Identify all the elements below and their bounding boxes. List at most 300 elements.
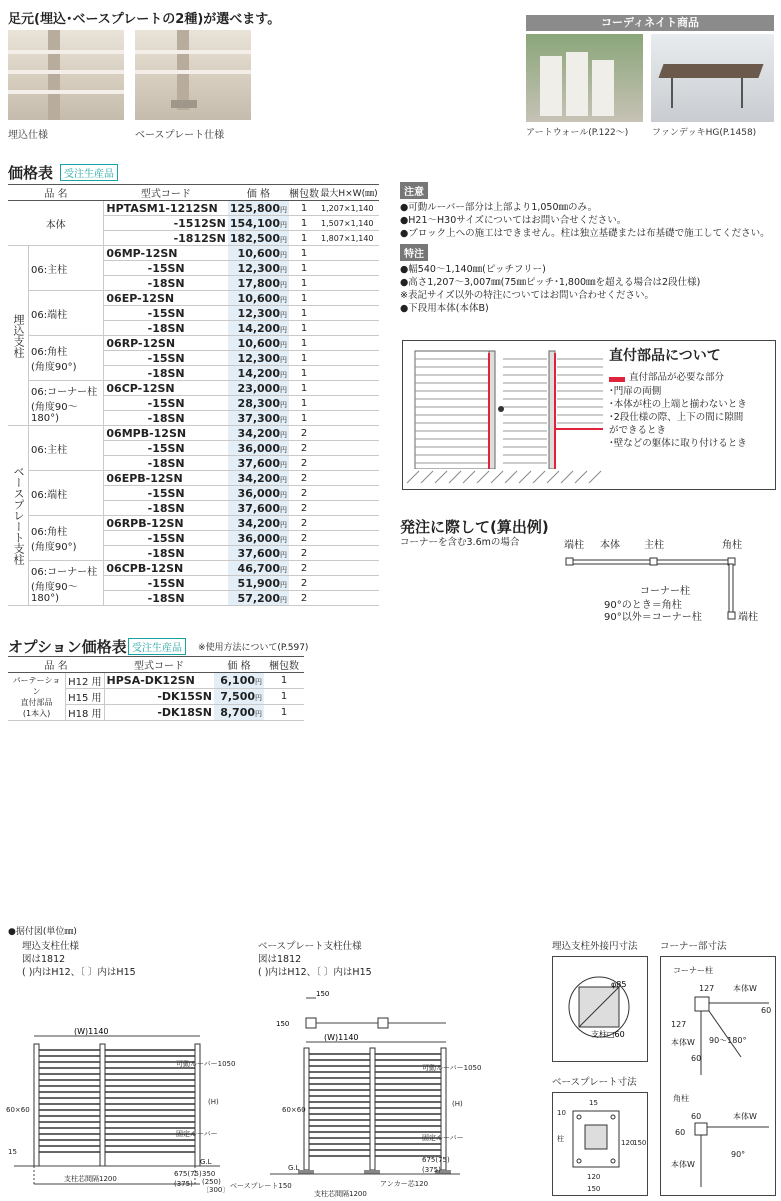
currency-unit: 円 — [280, 565, 287, 574]
left-louver-a: 可動ルーバー1050 — [176, 1060, 236, 1068]
table-row — [8, 516, 379, 531]
size-cell: 1,507×1,140 — [319, 216, 379, 231]
corner-body-2: 本体W — [671, 1038, 695, 1047]
price-value: 51,900 — [237, 576, 280, 590]
currency-unit: 円 — [280, 325, 287, 334]
price-cell — [228, 426, 289, 441]
price-value: 34,200 — [237, 426, 280, 440]
currency-unit: 円 — [280, 415, 287, 424]
size-cell — [319, 411, 379, 426]
code-cell: -18SN — [104, 501, 228, 516]
opt-use: H15 用 — [66, 689, 104, 705]
right-span: 支柱芯間隔1200 — [314, 1190, 367, 1198]
coordinate-heading: コーディネイト商品 — [526, 15, 774, 31]
price-cell — [228, 411, 289, 426]
price-value: 34,200 — [237, 471, 280, 485]
code-cell: -18SN — [104, 456, 228, 471]
order-label-corner-post: 角柱 — [722, 540, 742, 551]
order-diagram — [560, 536, 775, 626]
price-cell — [228, 336, 289, 351]
code-cell: -18SN — [104, 321, 228, 336]
caution-heading: 注意 — [400, 182, 428, 199]
code-cell: -18SN — [104, 546, 228, 561]
size-cell — [319, 396, 379, 411]
col-price: 価 格 — [228, 185, 289, 201]
col-qty: 梱包数 — [289, 185, 319, 201]
currency-unit: 円 — [280, 535, 287, 544]
price-value: 12,300 — [237, 351, 280, 365]
code-cell: -15SN — [104, 351, 228, 366]
price-table-badge: 受注生産品 — [60, 164, 118, 181]
currency-unit: 円 — [255, 678, 262, 686]
right-d375: (375) — [422, 1166, 441, 1174]
price-cell — [228, 321, 289, 336]
option-table-badge: 受注生産品 — [128, 638, 186, 655]
table-row — [8, 471, 379, 486]
order-rule-2: 90°以外＝コーナー柱 — [604, 612, 702, 623]
order-label-main: 主柱 — [644, 540, 664, 551]
price-cell — [228, 561, 289, 576]
sub-name: 06:コーナー柱 (角度90〜180°) — [29, 561, 104, 606]
currency-unit: 円 — [280, 340, 287, 349]
note-line: ●高さ1,207〜3,007㎜(75㎜ピッチ･1,800㎜を超える場合は2段仕様) — [400, 277, 701, 288]
code-cell: -15SN — [104, 531, 228, 546]
bp-d150h: 150 — [587, 1185, 601, 1193]
size-cell — [319, 426, 379, 441]
corner-title: コーナー部寸法 — [660, 941, 727, 952]
price-value: 46,700 — [237, 561, 280, 575]
price-cell — [228, 546, 289, 561]
qty-cell: 2 — [289, 426, 319, 441]
price-value: 14,200 — [237, 321, 280, 335]
currency-unit: 円 — [280, 460, 287, 469]
kaku-label: 角柱 — [673, 1094, 689, 1103]
baseplate-photo — [135, 30, 251, 120]
bp-post: 柱 — [557, 1135, 564, 1143]
price-table-title: 価格表 — [8, 164, 54, 182]
right-drawing-title — [258, 940, 372, 979]
right-gl: G.L — [288, 1164, 300, 1172]
price-value: 12,300 — [237, 306, 280, 320]
price-value: 154,100 — [229, 216, 280, 230]
currency-unit: 円 — [280, 400, 287, 409]
currency-unit: 円 — [255, 694, 262, 702]
currency-unit: 円 — [280, 490, 287, 499]
currency-unit: 円 — [280, 280, 287, 289]
price-value: 37,600 — [237, 501, 280, 515]
price-value: 10,600 — [237, 291, 280, 305]
price-value: 14,200 — [237, 366, 280, 380]
opt-col-price: 価 格 — [214, 657, 264, 673]
price-value: 8,700 — [220, 706, 255, 719]
sub-name: 06:端柱 — [29, 291, 104, 336]
price-cell — [228, 351, 289, 366]
option-table-title: オプション価格表 — [8, 638, 127, 656]
price-cell — [228, 306, 289, 321]
gate-diagram — [407, 347, 603, 483]
currency-unit: 円 — [280, 475, 287, 484]
size-cell — [319, 516, 379, 531]
size-cell — [319, 456, 379, 471]
special-heading: 特注 — [400, 244, 428, 261]
price-cell — [228, 576, 289, 591]
left-d350: 350 — [202, 1170, 216, 1178]
left-louver-b: 固定ルーバー — [176, 1130, 218, 1138]
size-cell — [319, 246, 379, 261]
opt-col-qty: 梱包数 — [264, 657, 304, 673]
embed-circle-box — [552, 956, 648, 1062]
price-value: 57,200 — [237, 591, 280, 605]
price-value: 36,000 — [237, 531, 280, 545]
price-value: 6,100 — [220, 674, 255, 687]
bp-d10: 10 — [557, 1109, 566, 1117]
base-plate-title: ベースプレート寸法 — [552, 1077, 637, 1088]
price-value: 10,600 — [237, 246, 280, 260]
col-name: 品 名 — [8, 185, 104, 201]
currency-unit: 円 — [280, 295, 287, 304]
kaku-body2: 本体W — [671, 1160, 695, 1169]
code-cell: 06MP-12SN — [104, 246, 228, 261]
code-cell: -18SN — [104, 411, 228, 426]
price-value: 125,800 — [229, 201, 280, 215]
price-value: 17,800 — [237, 276, 280, 290]
code-cell: -18SN — [104, 276, 228, 291]
size-cell — [319, 306, 379, 321]
code-cell: 06EP-12SN — [104, 291, 228, 306]
opt-use: H18 用 — [66, 705, 104, 721]
embed-photo-caption: 埋込仕様 — [8, 130, 48, 141]
corner-d127a: 127 — [699, 984, 715, 993]
price-value: 37,300 — [237, 411, 280, 425]
left-h: (H) — [208, 1098, 219, 1106]
bp-d120v: 120 — [621, 1139, 635, 1147]
price-cell — [228, 396, 289, 411]
direct-parts-box — [402, 340, 776, 490]
group-name: ベースプレート支柱 — [8, 426, 29, 606]
size-cell — [319, 546, 379, 561]
notes-panel — [400, 182, 775, 315]
group-name: 埋込支柱 — [8, 246, 29, 426]
currency-unit: 円 — [280, 235, 287, 244]
qty-cell: 1 — [289, 291, 319, 306]
direct-parts-legend: 直付部品が必要な部分 — [629, 372, 725, 383]
code-cell: -1512SN — [104, 216, 228, 231]
price-value: 37,600 — [237, 546, 280, 560]
price-value: 182,500 — [229, 231, 280, 245]
size-cell — [319, 501, 379, 516]
right-plate: ベースプレート150 — [230, 1182, 292, 1190]
size-cell — [319, 381, 379, 396]
size-cell — [319, 291, 379, 306]
table-row — [8, 381, 379, 396]
right-d675: 675(75) — [422, 1156, 450, 1164]
price-value: 12,300 — [237, 261, 280, 275]
price-cell — [228, 501, 289, 516]
price-value: 10,600 — [237, 336, 280, 350]
currency-unit: 円 — [280, 265, 287, 274]
corner-angle: 90〜180° — [709, 1036, 747, 1045]
qty-cell: 2 — [289, 441, 319, 456]
code-cell: -18SN — [104, 591, 228, 606]
note-line: ※表記サイズ以外の特注についてはお問い合わせください。 — [400, 290, 655, 301]
art-wall-caption: アートウォール(P.122〜) — [526, 128, 629, 138]
sub-name: 06:角柱 (角度90°) — [29, 336, 104, 381]
price-cell — [214, 673, 264, 689]
qty-cell: 1 — [289, 201, 319, 216]
currency-unit: 円 — [280, 580, 287, 589]
price-cell — [228, 231, 289, 246]
right-t3: ( )内はH12、〔 〕内はH15 — [258, 967, 372, 978]
qty-cell: 2 — [289, 576, 319, 591]
code-cell: 06RP-12SN — [104, 336, 228, 351]
note-line: ●H21〜H30サイズについてはお問い合せください。 — [400, 215, 627, 226]
size-cell: 1,807×1,140 — [319, 231, 379, 246]
price-value: 37,600 — [237, 456, 280, 470]
art-wall-photo — [526, 34, 643, 122]
currency-unit: 円 — [280, 550, 287, 559]
size-cell — [319, 486, 379, 501]
right-d150b: 150 — [276, 1020, 290, 1028]
qty-cell: 1 — [289, 336, 319, 351]
table-row — [8, 673, 304, 689]
page-heading: 足元(埋込･ベースプレートの2種)が選べます。 — [8, 12, 281, 27]
code-cell: -15SN — [104, 261, 228, 276]
note-line: ･門扉の両側 — [609, 386, 662, 397]
drawings-title: ●据付図(単位㎜) — [8, 927, 77, 937]
order-label-body: 本体 — [600, 540, 620, 551]
table-row — [8, 201, 379, 216]
currency-unit: 円 — [280, 370, 287, 379]
left-span: 支柱芯間隔1200 — [64, 1175, 117, 1183]
order-rule-1: 90°のとき＝角柱 — [604, 600, 682, 611]
embed-circle-title: 埋込支柱外接円寸法 — [552, 941, 638, 952]
right-anchor: アンカー芯120 — [380, 1180, 429, 1188]
size-cell — [319, 576, 379, 591]
opt-code: -DK18SN — [104, 705, 214, 721]
note-line: ●ブロック上への施工はできません。柱は独立基礎または布基礎で施工してください。 — [400, 228, 770, 239]
code-cell: -15SN — [104, 306, 228, 321]
note-line: ･壁などの躯体に取り付けるとき — [609, 438, 747, 449]
price-cell — [228, 366, 289, 381]
qty-cell: 1 — [289, 321, 319, 336]
left-d675: 675(75) — [174, 1170, 202, 1178]
size-cell — [319, 441, 379, 456]
price-cell — [228, 216, 289, 231]
qty-cell: 1 — [289, 261, 319, 276]
qty-cell: 1 — [289, 381, 319, 396]
option-table-note: ※使用方法について(P.597) — [198, 643, 309, 653]
price-cell — [228, 276, 289, 291]
right-post: 60×60 — [282, 1106, 306, 1114]
direct-parts-title: 直付部品について — [609, 348, 721, 364]
bp-d120h: 120 — [587, 1173, 601, 1181]
code-cell: -1812SN — [104, 231, 228, 246]
code-cell: 06RPB-12SN — [104, 516, 228, 531]
price-value: 36,000 — [237, 486, 280, 500]
baseplate-photo-caption: ベースプレート仕様 — [135, 130, 225, 141]
left-d300: 〔300〕 — [202, 1186, 230, 1194]
price-cell — [228, 291, 289, 306]
sub-name: 06:主柱 — [29, 246, 104, 291]
left-gl: G.L — [200, 1158, 212, 1166]
table-row — [8, 291, 379, 306]
order-title: 発注に際して(算出例) — [400, 518, 549, 536]
price-cell — [228, 471, 289, 486]
sub-name: 06:角柱 (角度90°) — [29, 516, 104, 561]
size-cell — [319, 471, 379, 486]
code-cell: -15SN — [104, 576, 228, 591]
currency-unit: 円 — [280, 355, 287, 364]
note-line: ●可動ルーバー部分は上部より1,050㎜のみ。 — [400, 202, 598, 213]
corner-d60a: 60 — [761, 1006, 772, 1015]
price-value: 28,300 — [237, 396, 280, 410]
currency-unit: 円 — [280, 205, 287, 214]
sub-name: 06:主柱 — [29, 426, 104, 471]
price-cell — [228, 201, 289, 216]
left-drawing-title — [22, 940, 136, 979]
row-name: 本体 — [8, 201, 104, 246]
qty-cell: 1 — [289, 276, 319, 291]
sub-name: 06:コーナー柱 (角度90〜180°) — [29, 381, 104, 426]
price-value: 34,200 — [237, 516, 280, 530]
price-cell — [228, 381, 289, 396]
size-cell — [319, 321, 379, 336]
size-cell — [319, 261, 379, 276]
size-cell: 1,207×1,140 — [319, 201, 379, 216]
size-cell — [319, 591, 379, 606]
corner-box — [660, 956, 776, 1196]
right-d150a: 150 — [316, 990, 330, 998]
code-cell: -15SN — [104, 441, 228, 456]
currency-unit: 円 — [280, 520, 287, 529]
price-cell — [228, 246, 289, 261]
size-cell — [319, 351, 379, 366]
size-cell — [319, 531, 379, 546]
code-cell: HPTASM1-1212SN — [104, 201, 228, 216]
qty-cell: 1 — [289, 351, 319, 366]
currency-unit: 円 — [280, 595, 287, 604]
order-label-end2: 端柱 — [738, 612, 758, 623]
price-cell — [228, 441, 289, 456]
embed-circle-post: 支柱□60 — [591, 1030, 625, 1039]
note-line: ･本体が柱の上端と揃わないとき — [609, 399, 747, 410]
left-t1: 埋込支柱仕様 — [22, 941, 80, 952]
qty-cell: 1 — [289, 306, 319, 321]
currency-unit: 円 — [255, 710, 262, 718]
currency-unit: 円 — [280, 505, 287, 514]
price-cell — [228, 531, 289, 546]
order-subtitle: コーナーを含む3.6mの場合 — [400, 537, 520, 548]
opt-code: HPSA-DK12SN — [104, 673, 214, 689]
table-row — [8, 336, 379, 351]
price-value: 23,000 — [237, 381, 280, 395]
price-cell — [228, 456, 289, 471]
right-louver-a: 可動ルーバー1050 — [422, 1064, 482, 1072]
code-cell: 06CP-12SN — [104, 381, 228, 396]
note-line: ･2段仕様の際、上下の間に隙間 ができるとき — [609, 412, 744, 436]
baseplate-post-drawing — [230, 986, 482, 1198]
qty-cell: 1 — [289, 246, 319, 261]
left-d375: (375) — [174, 1180, 193, 1188]
direct-parts-legend-swatch — [609, 377, 625, 382]
right-t2: 図は1812 — [258, 954, 302, 965]
embed-circle-d: φ85 — [611, 980, 627, 989]
right-h: (H) — [452, 1100, 463, 1108]
left-w: (W)1140 — [74, 1027, 109, 1036]
corner-label: コーナー柱 — [673, 966, 713, 975]
col-size: 最大H×W(㎜) — [319, 185, 379, 201]
price-value: 7,500 — [220, 690, 255, 703]
corner-d127b: 127 — [671, 1020, 687, 1029]
table-row — [8, 426, 379, 441]
qty-cell: 2 — [289, 546, 319, 561]
code-cell: -15SN — [104, 486, 228, 501]
qty-cell: 2 — [289, 591, 319, 606]
opt-qty: 1 — [264, 673, 304, 689]
left-d15: 15 — [8, 1148, 17, 1156]
qty-cell: 1 — [289, 411, 319, 426]
price-cell — [214, 689, 264, 705]
opt-col-name: 品 名 — [8, 657, 104, 673]
price-cell — [228, 261, 289, 276]
fan-deck-photo — [651, 34, 774, 122]
code-cell: -15SN — [104, 396, 228, 411]
qty-cell: 2 — [289, 531, 319, 546]
currency-unit: 円 — [280, 220, 287, 229]
right-louver-b: 固定ルーバー — [422, 1134, 464, 1142]
order-label-corner: コーナー柱 — [640, 586, 690, 597]
qty-cell: 2 — [289, 486, 319, 501]
qty-cell: 1 — [289, 231, 319, 246]
base-plate-box — [552, 1092, 648, 1196]
table-row — [8, 246, 379, 261]
currency-unit: 円 — [280, 445, 287, 454]
size-cell — [319, 276, 379, 291]
price-cell — [228, 486, 289, 501]
bp-d15: 15 — [589, 1099, 598, 1107]
qty-cell: 2 — [289, 471, 319, 486]
qty-cell: 1 — [289, 396, 319, 411]
size-cell — [319, 366, 379, 381]
qty-cell: 2 — [289, 456, 319, 471]
price-cell — [228, 591, 289, 606]
kaku-d60a: 60 — [691, 1112, 702, 1121]
currency-unit: 円 — [280, 385, 287, 394]
qty-cell: 1 — [289, 216, 319, 231]
opt-qty: 1 — [264, 705, 304, 721]
currency-unit: 円 — [280, 430, 287, 439]
corner-body: 本体W — [733, 984, 757, 993]
table-row — [8, 561, 379, 576]
kaku-body: 本体W — [733, 1112, 757, 1121]
opt-name: パーテーション 直付部品 (1本入) — [8, 673, 66, 721]
left-t3: ( )内はH12、〔 〕内はH15 — [22, 967, 136, 978]
code-cell: -18SN — [104, 366, 228, 381]
embed-photo — [8, 30, 124, 120]
code-cell: 06EPB-12SN — [104, 471, 228, 486]
embed-post-drawing — [4, 1026, 236, 1194]
price-table — [8, 184, 379, 606]
qty-cell: 2 — [289, 501, 319, 516]
price-value: 36,000 — [237, 441, 280, 455]
opt-qty: 1 — [264, 689, 304, 705]
order-label-end: 端柱 — [564, 540, 584, 551]
kaku-angle: 90° — [731, 1150, 746, 1159]
size-cell — [319, 336, 379, 351]
note-line: ●幅540〜1,140㎜(ピッチフリー) — [400, 264, 546, 275]
sub-name: 06:端柱 — [29, 471, 104, 516]
size-cell — [319, 561, 379, 576]
